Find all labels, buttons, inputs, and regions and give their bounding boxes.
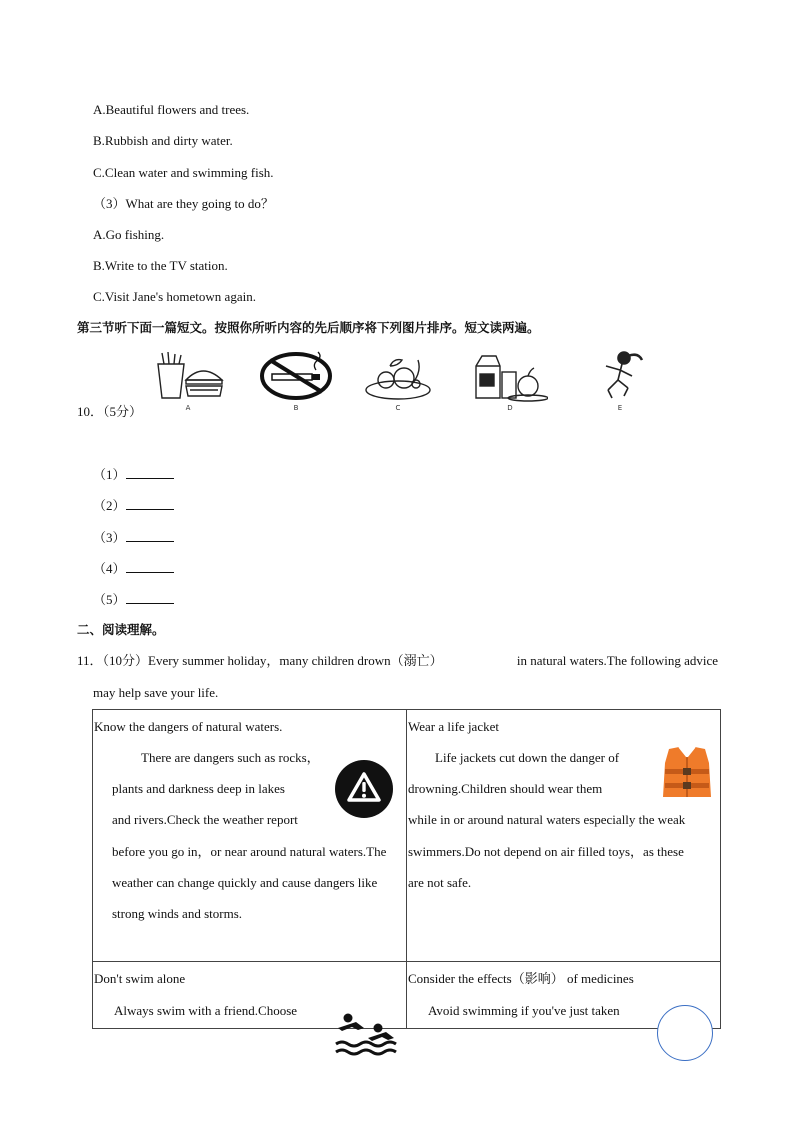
blank-line <box>126 591 174 604</box>
blank-line <box>126 560 174 573</box>
cell-title: Don't swim alone <box>94 971 186 986</box>
swimmers-icon <box>334 1008 398 1060</box>
life-jacket-icon <box>659 743 715 805</box>
blank-line <box>126 466 174 479</box>
warning-icon <box>334 759 394 823</box>
picture-label: B <box>293 404 299 412</box>
fast-food-icon <box>150 350 226 402</box>
cell-line: weather can change quickly and cause dangers like <box>112 875 378 890</box>
answer-blank-2[interactable] <box>93 497 174 514</box>
answer-blank-3[interactable] <box>93 529 174 546</box>
page-number-circle <box>657 1005 713 1061</box>
cell-line: are not safe. <box>408 875 472 890</box>
question-11-line1 <box>77 653 718 669</box>
blank-label: （4） <box>93 561 126 576</box>
picture-label: A <box>185 404 191 412</box>
picture-label: D <box>507 404 513 412</box>
running-girl-icon <box>582 350 658 402</box>
cell-title: Consider the effects（影响） of medicines <box>408 971 634 986</box>
answer-blank-4[interactable] <box>93 560 174 577</box>
option-a: A.Go fishing. <box>93 227 165 242</box>
cell-line: swimmers.Do not depend on air filled toys，as these <box>408 844 684 859</box>
question-10-number: 10．（5分） <box>77 404 143 419</box>
blank-line <box>126 497 174 510</box>
cell-line: before you go in，or near around natural waters.The <box>112 844 387 859</box>
cell-title: Know the dangers of natural waters. <box>94 719 283 734</box>
cell-line: There are dangers such as rocks， <box>141 750 320 765</box>
picture-label: E <box>617 404 623 412</box>
blank-label: （5） <box>93 592 126 607</box>
cell-line: Life jackets cut down the danger of <box>435 750 620 765</box>
cell-line: Avoid swimming if you've just taken <box>428 1003 620 1018</box>
option-c: C.Visit Jane's hometown again. <box>93 289 256 304</box>
question-3: （3）What are they going to do？ <box>93 196 274 211</box>
fruit-plate-icon <box>360 350 436 402</box>
advice-cell-life-jacket <box>407 710 721 962</box>
cell-line: while in or around natural waters especially the weak <box>408 812 686 827</box>
blank-label: （3） <box>93 530 126 545</box>
option-b: B.Rubbish and dirty water. <box>93 133 233 148</box>
answer-blank-1[interactable] <box>93 466 174 483</box>
blank-line <box>126 529 174 542</box>
cell-line: plants and darkness deep in lakes <box>112 781 285 796</box>
picture-label: C <box>395 404 401 412</box>
option-c: C.Clean water and swimming fish. <box>93 165 274 180</box>
question-11-prefix: 11．（10分）Every summer holiday，many children drown（溺亡） <box>77 653 443 668</box>
milk-and-fruit-icon <box>472 350 548 402</box>
blank-label: （2） <box>93 498 126 513</box>
blank-label: （1） <box>93 467 126 482</box>
cell-line: and rivers.Check the weather report <box>112 812 298 827</box>
section2-title: 二、阅读理解。 <box>77 622 165 637</box>
cell-line: Always swim with a friend.Choose <box>114 1003 298 1018</box>
section3-instruction: 第三节听下面一篇短文。按照你所听内容的先后顺序将下列图片排序。短文读两遍。 <box>77 320 540 335</box>
cell-title: Wear a life jacket <box>408 719 499 734</box>
cell-line: strong winds and storms. <box>112 906 242 921</box>
question-11-line2: may help save your life. <box>93 685 219 700</box>
option-a: A.Beautiful flowers and trees. <box>93 102 250 117</box>
advice-table <box>92 709 721 1029</box>
question-11-suffix: in natural waters.The following advice <box>516 653 718 668</box>
option-b: B.Write to the TV station. <box>93 258 228 273</box>
cell-line: drowning.Children should wear them <box>408 781 603 796</box>
answer-blank-5[interactable] <box>93 591 174 608</box>
picture-row <box>150 350 670 420</box>
advice-cell-dangers <box>93 710 407 962</box>
no-smoking-icon <box>258 350 334 402</box>
